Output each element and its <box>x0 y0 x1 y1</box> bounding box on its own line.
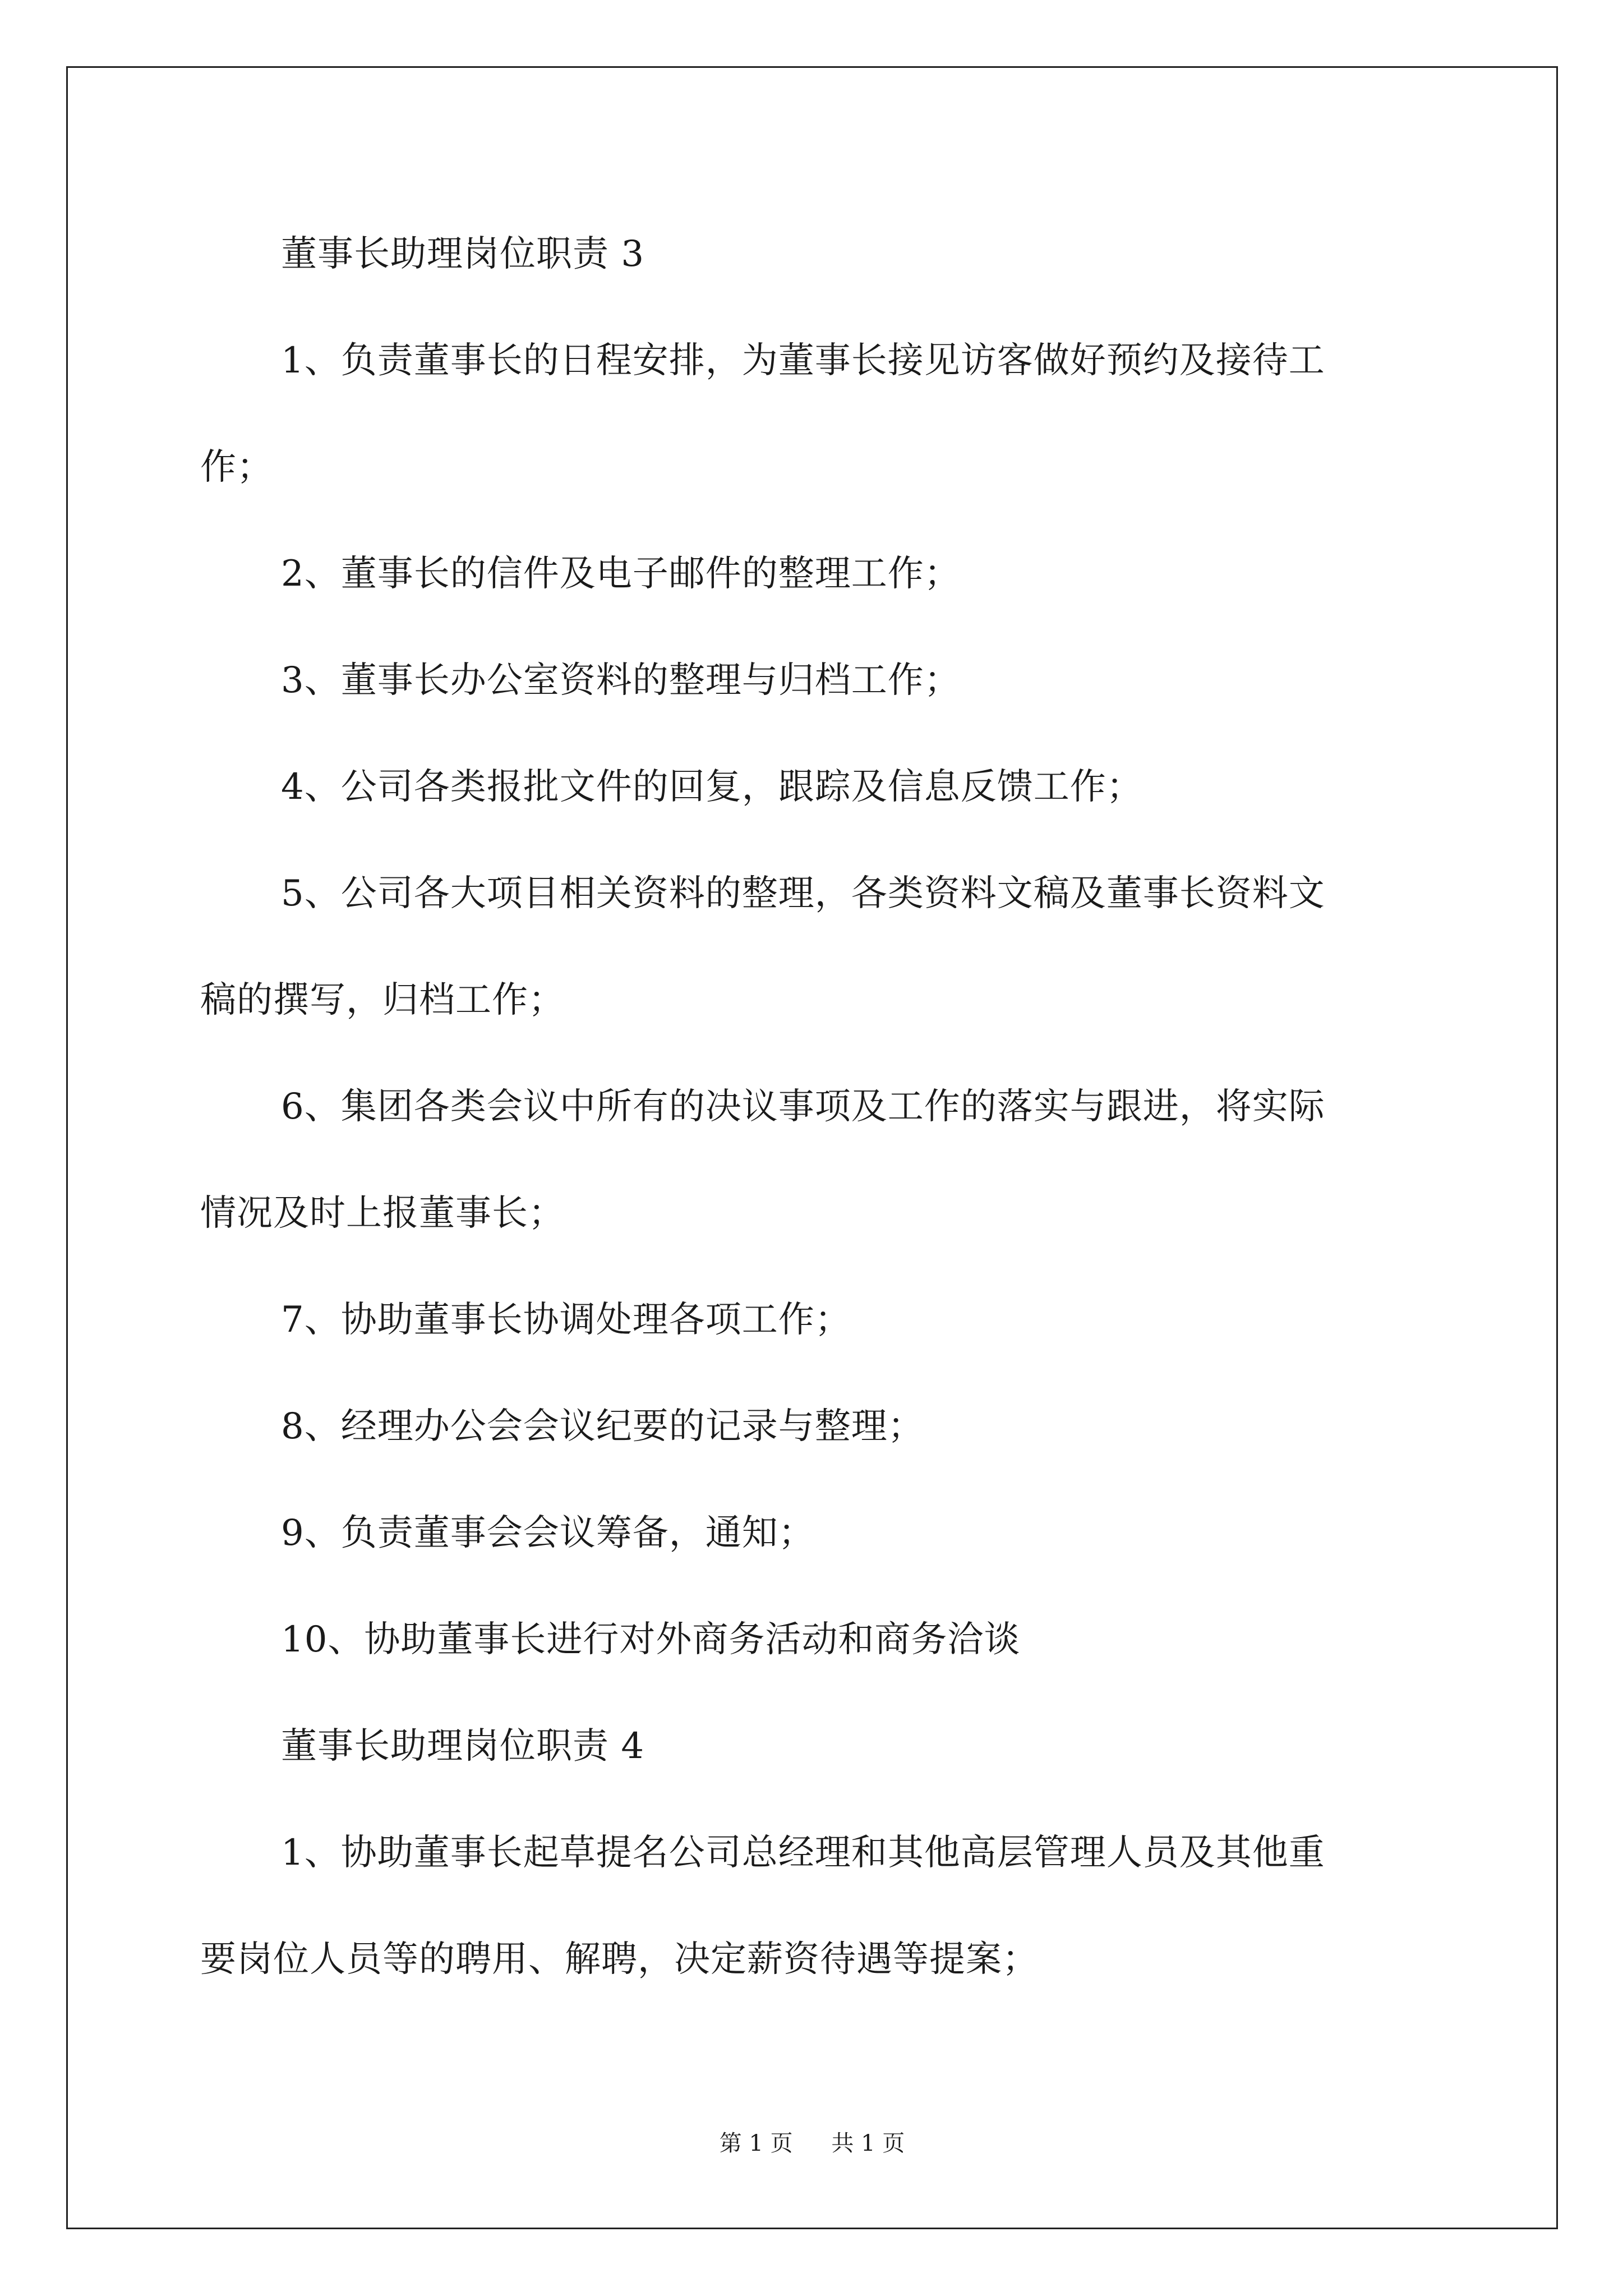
section-heading-3: 董事长助理岗位职责 3 <box>281 233 645 275</box>
page-footer <box>68 2132 1556 2155</box>
paragraph-line: 3、董事长办公室资料的整理与归档工作； <box>281 660 961 701</box>
paragraph-line: 1、负责董事长的日程安排，为董事长接见访客做好预约及接待工 <box>281 340 1325 381</box>
paragraph-line: 10、协助董事长进行对外商务活动和商务洽谈 <box>281 1619 1021 1660</box>
paragraph-line: 1、协助董事长起草提名公司总经理和其他高层管理人员及其他重 <box>281 1832 1325 1874</box>
paragraph-line: 要岗位人员等的聘用、解聘，决定薪资待遇等提案； <box>200 1939 1039 1980</box>
paragraph-line: 情况及时上报董事长； <box>200 1193 565 1234</box>
document-body <box>68 68 1556 2228</box>
paragraph-line: 7、协助董事长协调处理各项工作； <box>281 1299 851 1341</box>
paragraph-line: 5、公司各大项目相关资料的整理，各类资料文稿及董事长资料文 <box>281 873 1325 914</box>
page-number: 第 1 页 <box>719 2131 793 2156</box>
paragraph-line: 作； <box>200 447 273 488</box>
paragraph-line: 4、公司各类报批文件的回复，跟踪及信息反馈工作； <box>281 766 1143 808</box>
page-frame <box>66 66 1558 2229</box>
page-total: 共 1 页 <box>831 2131 905 2156</box>
section-heading-4: 董事长助理岗位职责 4 <box>281 1726 645 1767</box>
paragraph-line: 6、集团各类会议中所有的决议事项及工作的落实与跟进，将实际 <box>281 1086 1325 1128</box>
paragraph-line: 8、经理办公会会议纪要的记录与整理； <box>281 1406 924 1447</box>
paragraph-line: 2、董事长的信件及电子邮件的整理工作； <box>281 553 961 595</box>
paragraph-line: 9、负责董事会会议筹备，通知； <box>281 1512 815 1554</box>
paragraph-line: 稿的撰写，归档工作； <box>200 979 565 1021</box>
